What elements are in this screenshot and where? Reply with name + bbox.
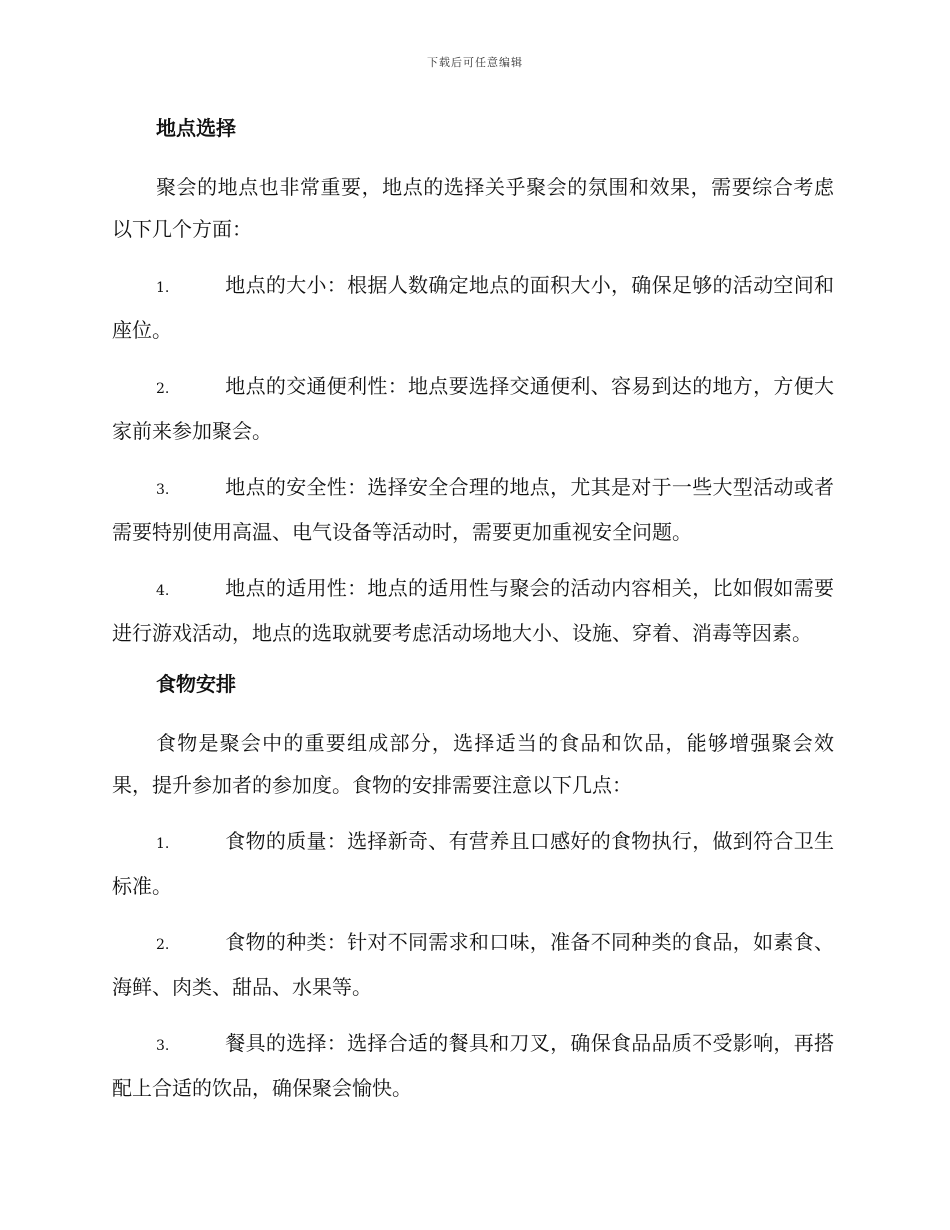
list-item (112, 466, 834, 553)
list-item (112, 264, 834, 351)
list-item (112, 1022, 834, 1109)
list-item-text: 食物的质量：选择新奇、有营养且口感好的食物执行，做到符合卫生标准。 (112, 829, 834, 898)
list-item-number: 2. (156, 937, 170, 953)
list-item (112, 365, 834, 452)
list-item-text: 餐具的选择：选择合适的餐具和刀叉，确保食品品质不受影响，再搭配上合适的饮品，确保聚会愉快。 (112, 1031, 834, 1100)
section-intro: 食物是聚会中的重要组成部分，选择适当的食品和饮品，能够增强聚会效果，提升参加者的参加度。食物的安排需要注意以下几点： (112, 731, 834, 797)
list-item-number: 3. (156, 1038, 170, 1054)
list-item-text: 地点的交通便利性：地点要选择交通便利、容易到达的地方，方便大家前来参加聚会。 (112, 374, 834, 443)
list-item-text: 地点的大小：根据人数确定地点的面积大小，确保足够的活动空间和座位。 (112, 273, 834, 342)
list-item-text: 地点的适用性：地点的适用性与聚会的活动内容相关，比如假如需要进行游戏活动，地点的选取就要考虑活动场地大小、设施、穿着、消毒等因素。 (112, 576, 834, 645)
list-item-number: 2. (156, 381, 170, 397)
list-item (112, 921, 834, 1008)
section-intro: 聚会的地点也非常重要，地点的选择关乎聚会的氛围和效果，需要综合考虑以下几个方面： (112, 175, 834, 241)
list-item-text: 地点的安全性：选择安全合理的地点，尤其是对于一些大型活动或者需要特别使用高温、电气设备等活动时，需要更加重视安全问题。 (112, 475, 834, 544)
section-heading: 食物安排 (156, 672, 236, 696)
list-item (112, 820, 834, 907)
list-item-number: 4. (156, 583, 170, 599)
section-food (112, 668, 834, 1109)
section-location (112, 112, 834, 654)
list-item-number: 1. (156, 280, 170, 296)
document-body (112, 112, 834, 1123)
list-item-number: 3. (156, 482, 170, 498)
list-item-number: 1. (156, 836, 170, 852)
list-item (112, 567, 834, 654)
list-item-text: 食物的种类：针对不同需求和口味，准备不同种类的食品，如素食、海鲜、肉类、甜品、水果等。 (112, 930, 834, 999)
section-heading: 地点选择 (156, 116, 236, 140)
header-note: 下载后可任意编辑 (427, 56, 523, 69)
